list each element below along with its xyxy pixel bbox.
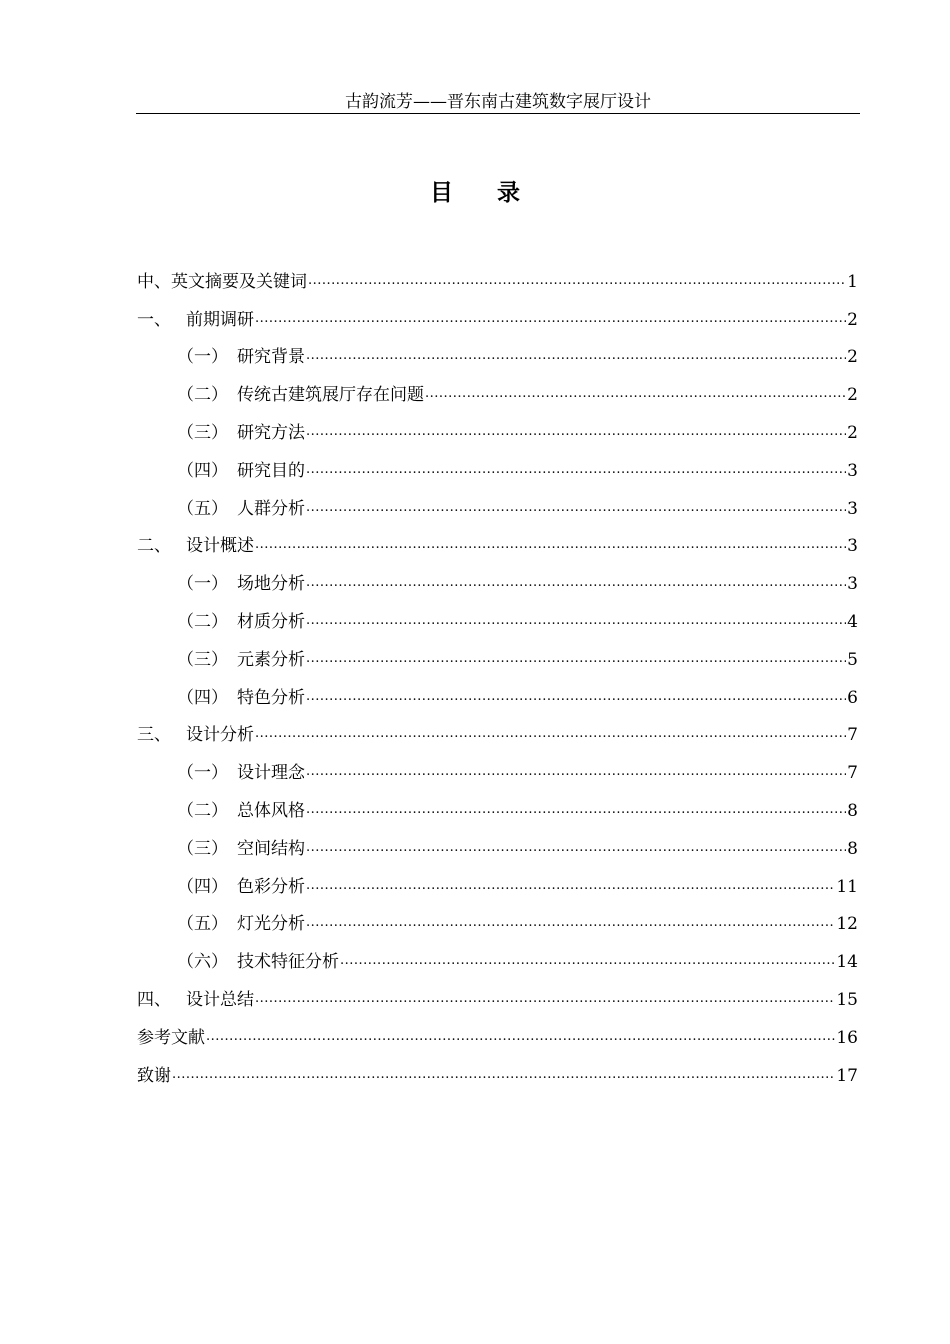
toc-entry-label: 设计总结 xyxy=(186,989,254,1010)
dot-leader xyxy=(425,385,846,403)
toc-entry-number: （一） xyxy=(177,574,228,595)
dot-leader xyxy=(255,725,846,743)
toc-entry-number: 二、 xyxy=(137,536,171,557)
toc-entry-page: 7 xyxy=(847,763,858,784)
dot-leader xyxy=(306,461,846,479)
dot-leader xyxy=(306,650,846,668)
dot-leader xyxy=(255,990,835,1008)
toc-entry-page: 6 xyxy=(847,687,858,708)
toc-entry-label: 传统古建筑展厅存在问题 xyxy=(237,385,424,406)
toc-entry[interactable] xyxy=(137,407,858,445)
dot-leader xyxy=(172,1066,835,1084)
toc-title xyxy=(0,174,950,207)
toc-entry-page: 17 xyxy=(836,1065,858,1086)
toc-entry[interactable] xyxy=(137,256,858,294)
toc-entry-page: 5 xyxy=(847,649,858,670)
toc-entry-page: 2 xyxy=(847,309,858,330)
toc-entry-label: 研究目的 xyxy=(237,460,305,481)
dot-leader xyxy=(255,310,846,328)
toc-entry[interactable] xyxy=(137,445,858,483)
dot-leader xyxy=(340,952,835,970)
toc-entry-label: 总体风格 xyxy=(237,800,305,821)
toc-entry-label: 特色分析 xyxy=(237,687,305,708)
toc-entry-label: 材质分析 xyxy=(237,611,305,632)
toc-entry-page: 8 xyxy=(847,800,858,821)
toc-entry[interactable] xyxy=(137,369,858,407)
toc-entry-label: 研究背景 xyxy=(237,347,305,368)
dot-leader xyxy=(206,1028,835,1046)
toc-entry-label: 人群分析 xyxy=(237,498,305,519)
toc-entry-number: （四） xyxy=(177,460,228,481)
toc-entry-number: （五） xyxy=(177,498,228,519)
toc-entry[interactable] xyxy=(137,823,858,861)
toc-entry-label: 设计理念 xyxy=(237,763,305,784)
toc-entry-page: 12 xyxy=(836,914,858,935)
toc-entry-number: （一） xyxy=(177,347,228,368)
dot-leader xyxy=(306,423,846,441)
dot-leader xyxy=(306,877,835,895)
toc-entry-label: 设计分析 xyxy=(186,725,254,746)
toc-entry[interactable] xyxy=(137,558,858,596)
toc-entry-label: 元素分析 xyxy=(237,649,305,670)
toc-entry-label: 设计概述 xyxy=(186,536,254,557)
toc-entry-number: （二） xyxy=(177,800,228,821)
toc-entry-number: （三） xyxy=(177,422,228,443)
toc-entry-label: 技术特征分析 xyxy=(237,952,339,973)
dot-leader xyxy=(306,347,846,365)
dot-leader xyxy=(308,272,846,290)
toc-entry-number: 四、 xyxy=(137,989,171,1010)
toc-entry-number: （四） xyxy=(177,687,228,708)
toc-entry-number: （一） xyxy=(177,763,228,784)
toc-title-char: 目 xyxy=(430,179,453,206)
toc-entry-number: （二） xyxy=(177,611,228,632)
toc-entry[interactable] xyxy=(137,332,858,370)
toc-entry-label: 前期调研 xyxy=(186,309,254,330)
toc-entry[interactable] xyxy=(137,634,858,672)
toc-entry-page: 7 xyxy=(847,725,858,746)
dot-leader xyxy=(306,574,846,592)
toc-entry-label: 参考文献 xyxy=(137,1027,205,1048)
toc-entry[interactable] xyxy=(137,936,858,974)
toc-entry-number: （三） xyxy=(177,838,228,859)
toc-entry[interactable] xyxy=(137,747,858,785)
toc-entry-page: 4 xyxy=(847,611,858,632)
dot-leader xyxy=(306,801,846,819)
toc-entry-page: 3 xyxy=(847,574,858,595)
toc-entry-page: 14 xyxy=(836,952,858,973)
toc-entry-number: （二） xyxy=(177,385,228,406)
dot-leader xyxy=(306,499,846,517)
toc-entry[interactable] xyxy=(137,899,858,937)
toc-entry[interactable] xyxy=(137,861,858,899)
dot-leader xyxy=(306,612,846,630)
toc-entry[interactable] xyxy=(137,1050,858,1088)
toc-entry-page: 3 xyxy=(847,498,858,519)
toc-entry-number: （五） xyxy=(177,914,228,935)
toc-entry-number: 一、 xyxy=(137,309,171,330)
dot-leader xyxy=(255,536,846,554)
toc-entry-page: 8 xyxy=(847,838,858,859)
toc-entry-label: 中、英文摘要及关键词 xyxy=(137,271,307,292)
toc-entry-label: 研究方法 xyxy=(237,422,305,443)
toc-entry-label: 场地分析 xyxy=(237,574,305,595)
dot-leader xyxy=(306,763,846,781)
toc-entry[interactable] xyxy=(137,974,858,1012)
toc-entry-page: 3 xyxy=(847,536,858,557)
toc-entry-number: （六） xyxy=(177,952,228,973)
toc-entry-page: 15 xyxy=(836,989,858,1010)
table-of-contents xyxy=(137,256,858,1088)
dot-leader xyxy=(306,839,846,857)
toc-entry-page: 16 xyxy=(836,1027,858,1048)
toc-entry-page: 1 xyxy=(847,271,858,292)
toc-entry-label: 色彩分析 xyxy=(237,876,305,897)
toc-entry[interactable] xyxy=(137,1012,858,1050)
toc-entry-number: （四） xyxy=(177,876,228,897)
toc-entry[interactable] xyxy=(137,483,858,521)
running-header: 古韵流芳——晋东南古建筑数字展厅设计 xyxy=(136,92,860,114)
toc-title-char: 录 xyxy=(497,179,520,206)
toc-entry-label: 致谢 xyxy=(137,1065,171,1086)
toc-entry-page: 2 xyxy=(847,422,858,443)
toc-entry-page: 11 xyxy=(836,876,858,897)
toc-entry-page: 3 xyxy=(847,460,858,481)
toc-entry-page: 2 xyxy=(847,347,858,368)
toc-entry-label: 空间结构 xyxy=(237,838,305,859)
dot-leader xyxy=(306,914,835,932)
toc-entry[interactable] xyxy=(137,710,858,748)
toc-entry[interactable] xyxy=(137,294,858,332)
dot-leader xyxy=(306,688,846,706)
toc-entry-number: （三） xyxy=(177,649,228,670)
toc-entry[interactable] xyxy=(137,672,858,710)
toc-entry-page: 2 xyxy=(847,385,858,406)
toc-entry[interactable] xyxy=(137,521,858,559)
toc-entry[interactable] xyxy=(137,785,858,823)
toc-entry-label: 灯光分析 xyxy=(237,914,305,935)
toc-entry-number: 三、 xyxy=(137,725,171,746)
toc-entry[interactable] xyxy=(137,596,858,634)
